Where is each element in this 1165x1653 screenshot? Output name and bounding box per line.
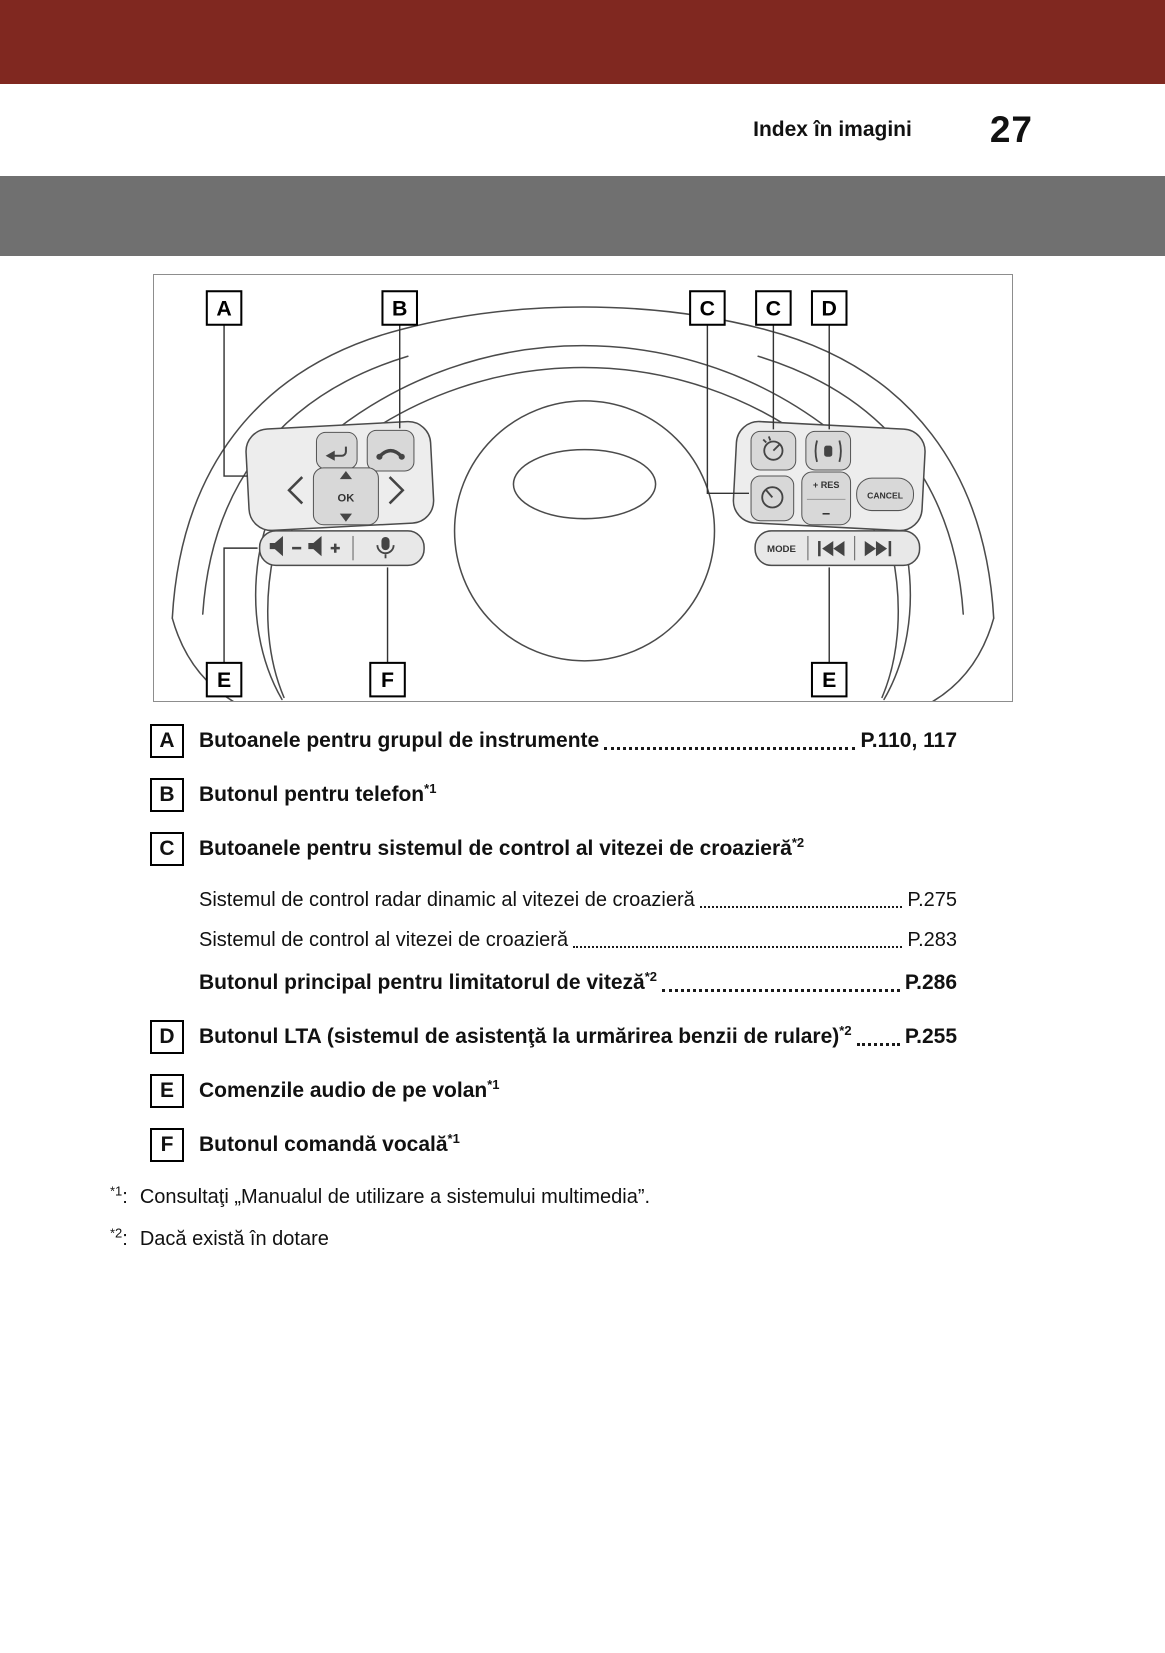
page-reference-a: P.110, 117 [860, 729, 957, 753]
steering-wheel-figure [153, 274, 1013, 702]
legend-label-speed-limiter: Butonul principal pentru limitatorul de viteză$^{*2}$ [199, 969, 657, 995]
legend-item-e [150, 1074, 957, 1108]
steering-wheel-diagram [154, 275, 1012, 701]
legend-item-b [150, 778, 957, 812]
dotted-leader [573, 926, 902, 948]
ok-label: OK [337, 492, 354, 505]
legend-letter-e: E [150, 1074, 184, 1108]
legend-label-cruise: Sistemul de control al vitezei de croazieră [199, 929, 569, 952]
top-red-band [0, 0, 1165, 84]
legend-subitem-speed-limiter [150, 966, 957, 1000]
legend-letter-c: C [150, 832, 184, 866]
left-button-cluster [244, 421, 434, 532]
header-section-title: Index în imagini [753, 118, 912, 141]
callout-e-right [811, 663, 846, 697]
legend-label-a: Butoanele pentru grupul de instrumente [199, 729, 600, 753]
svg-text:C: C [699, 296, 715, 321]
legend [150, 724, 957, 1162]
footnote-1: $^{*1}$: Consultaţi „Manualul de utilizare a sistemului multimedia”. [110, 1183, 651, 1209]
legend-subitem-radar-cruise [150, 886, 957, 914]
right-button-cluster [732, 420, 926, 531]
callout-c2 [756, 291, 791, 325]
section-gray-band [0, 176, 1165, 256]
legend-label-b: Butonul pentru telefon$^{*1}$ [199, 781, 437, 807]
callout-e-left [206, 663, 241, 697]
legend-letter-d: D [150, 1020, 184, 1054]
left-audio-bar [259, 531, 423, 566]
callout-f [370, 663, 405, 697]
dotted-leader [604, 724, 855, 750]
svg-text:F: F [380, 668, 394, 693]
dotted-leader [700, 886, 903, 908]
page-reference-cruise: P.283 [907, 929, 957, 952]
callout-a [206, 291, 241, 325]
page-number: 27 [989, 109, 1033, 150]
legend-letter-f: F [150, 1128, 184, 1162]
legend-label-f: Butonul comandă vocală$^{*1}$ [199, 1131, 460, 1157]
cancel-label: CANCEL [866, 490, 903, 501]
horn-pad-circle [454, 401, 714, 661]
leader-line-e-left [224, 548, 258, 663]
legend-label-radar-cruise: Sistemul de control radar dinamic al vitezei de croazieră [199, 889, 695, 912]
wheel-rim-outer-arc [336, 346, 828, 430]
callout-c1 [690, 291, 725, 325]
callout-b [382, 291, 417, 325]
footnote-2-marker: *2 [110, 1225, 123, 1241]
legend-letter-b: B [150, 778, 184, 812]
speed-limiter-mode-button [751, 476, 794, 521]
legend-label-c: Butoanele pentru sistemul de control al vitezei de croazieră$^{*2}$ [199, 835, 805, 861]
res-minus-label: − [821, 506, 830, 523]
legend-label-d: Butonul LTA (sistemul de asistenţă la urmărirea benzii de rulare)$^{*2}$ [199, 1023, 852, 1049]
svg-text:E: E [821, 668, 836, 693]
dotted-leader [662, 966, 900, 992]
back-button [316, 432, 357, 469]
footnote-1-marker: *1 [110, 1183, 123, 1199]
page-reference-d: P.255 [904, 1025, 957, 1049]
cruise-control-button [751, 431, 796, 470]
svg-text:A: A [215, 296, 232, 321]
svg-text:B: B [391, 296, 407, 321]
footnotes [110, 1182, 985, 1254]
svg-text:E: E [216, 668, 231, 693]
res-plus-label: + RES [812, 480, 840, 491]
page-header [0, 84, 1165, 176]
legend-item-a [150, 724, 957, 758]
footnote-1-text: Consultaţi „Manualul de utilizare a sistemului multimedia”. [139, 1186, 651, 1209]
legend-label-e: Comenzile audio de pe volan$^{*1}$ [199, 1077, 500, 1103]
legend-item-c [150, 832, 957, 866]
mode-label: MODE [766, 544, 796, 556]
page-reference-speed-limiter: P.286 [904, 971, 957, 995]
legend-letter-a: A [150, 724, 184, 758]
dotted-leader [857, 1020, 900, 1046]
callout-d [811, 291, 846, 325]
svg-text:C: C [765, 296, 781, 321]
page-reference-radar-cruise: P.275 [907, 889, 957, 912]
footnote-2-text: Dacă există în dotare [139, 1228, 329, 1251]
svg-text:D: D [821, 296, 837, 321]
legend-item-d [150, 1020, 957, 1054]
legend-item-f [150, 1128, 957, 1162]
horn-pad-ellipse [513, 450, 655, 519]
leader-line-a [224, 325, 247, 476]
footnote-2: $^{*2}$: Dacă există în dotare [110, 1225, 329, 1251]
legend-subitem-cruise [150, 926, 957, 954]
right-audio-bar [755, 531, 919, 566]
